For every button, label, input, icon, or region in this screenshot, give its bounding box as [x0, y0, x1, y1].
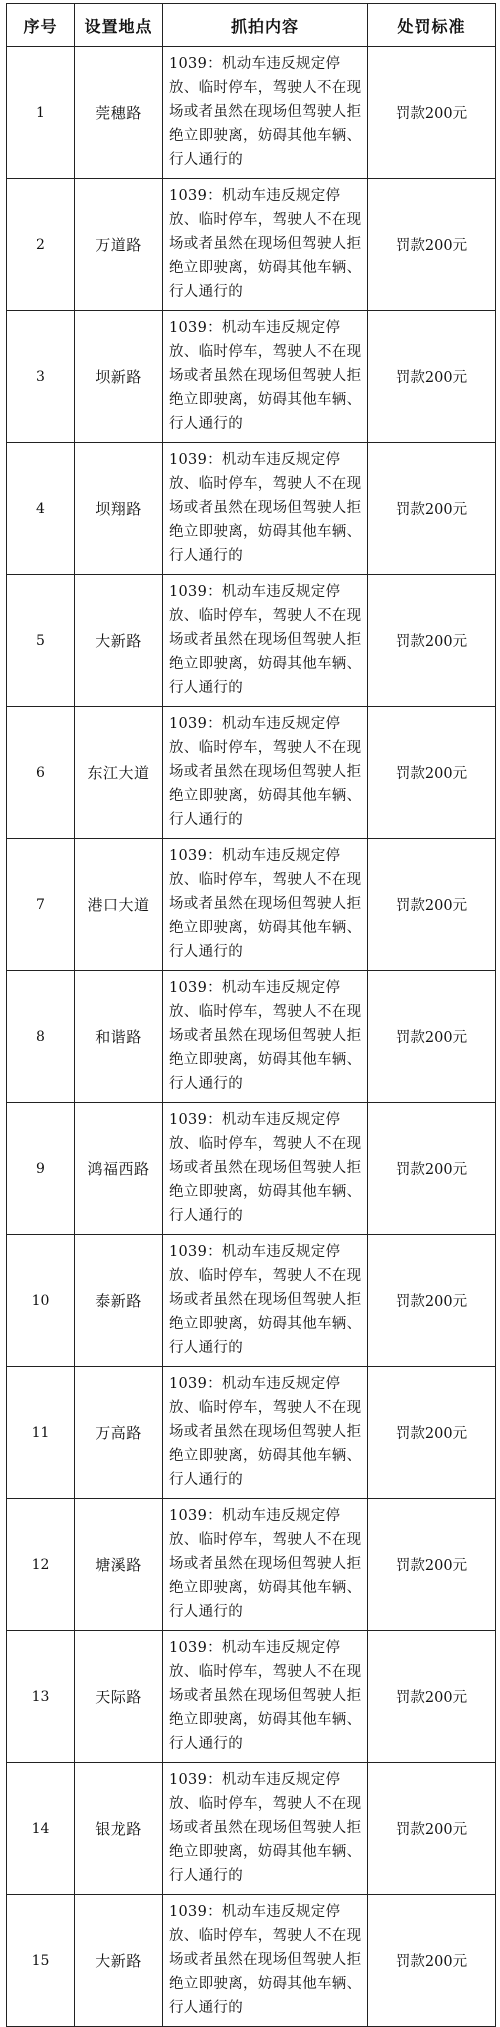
row-content: 1039：机动车违反规定停放、临时停车，驾驶人不在现场或者虽然在现场但驾驶人拒绝立即驶离，妨碍其他车辆、行人通行的 [163, 1895, 368, 2027]
row-penalty: 罚款200元 [368, 839, 496, 971]
table-header [7, 4, 496, 47]
row-content: 1039：机动车违反规定停放、临时停车，驾驶人不在现场或者虽然在现场但驾驶人拒绝立即驶离，妨碍其他车辆、行人通行的 [163, 707, 368, 839]
row-location: 坝翔路 [75, 443, 163, 575]
table-row [7, 1763, 496, 1895]
row-penalty: 罚款200元 [368, 1631, 496, 1763]
header-content: 抓拍内容 [163, 4, 368, 47]
row-number: 9 [7, 1103, 75, 1235]
row-number: 5 [7, 575, 75, 707]
row-content: 1039：机动车违反规定停放、临时停车，驾驶人不在现场或者虽然在现场但驾驶人拒绝立即驶离，妨碍其他车辆、行人通行的 [163, 1499, 368, 1631]
row-location: 万道路 [75, 179, 163, 311]
row-number: 12 [7, 1499, 75, 1631]
table-row [7, 1499, 496, 1631]
header-row [7, 4, 496, 47]
row-location: 大新路 [75, 575, 163, 707]
row-penalty: 罚款200元 [368, 179, 496, 311]
row-penalty: 罚款200元 [368, 47, 496, 179]
row-penalty: 罚款200元 [368, 1895, 496, 2027]
row-content: 1039：机动车违反规定停放、临时停车，驾驶人不在现场或者虽然在现场但驾驶人拒绝立即驶离，妨碍其他车辆、行人通行的 [163, 179, 368, 311]
row-location: 万高路 [75, 1367, 163, 1499]
row-content: 1039：机动车违反规定停放、临时停车，驾驶人不在现场或者虽然在现场但驾驶人拒绝立即驶离，妨碍其他车辆、行人通行的 [163, 1631, 368, 1763]
row-content: 1039：机动车违反规定停放、临时停车，驾驶人不在现场或者虽然在现场但驾驶人拒绝立即驶离，妨碍其他车辆、行人通行的 [163, 1235, 368, 1367]
row-penalty: 罚款200元 [368, 1763, 496, 1895]
row-location: 鸿福西路 [75, 1103, 163, 1235]
row-number: 6 [7, 707, 75, 839]
row-location: 塘溪路 [75, 1499, 163, 1631]
row-number: 8 [7, 971, 75, 1103]
row-number: 3 [7, 311, 75, 443]
row-content: 1039：机动车违反规定停放、临时停车，驾驶人不在现场或者虽然在现场但驾驶人拒绝立即驶离，妨碍其他车辆、行人通行的 [163, 1763, 368, 1895]
row-content: 1039：机动车违反规定停放、临时停车，驾驶人不在现场或者虽然在现场但驾驶人拒绝立即驶离，妨碍其他车辆、行人通行的 [163, 1367, 368, 1499]
row-content: 1039：机动车违反规定停放、临时停车，驾驶人不在现场或者虽然在现场但驾驶人拒绝立即驶离，妨碍其他车辆、行人通行的 [163, 443, 368, 575]
row-location: 大新路 [75, 1895, 163, 2027]
row-location: 坝新路 [75, 311, 163, 443]
table-row [7, 575, 496, 707]
table-row [7, 1631, 496, 1763]
row-number: 15 [7, 1895, 75, 2027]
table-row [7, 839, 496, 971]
table-row [7, 311, 496, 443]
row-content: 1039：机动车违反规定停放、临时停车，驾驶人不在现场或者虽然在现场但驾驶人拒绝立即驶离，妨碍其他车辆、行人通行的 [163, 47, 368, 179]
row-location: 泰新路 [75, 1235, 163, 1367]
table-row [7, 443, 496, 575]
row-location: 东江大道 [75, 707, 163, 839]
row-location: 莞穗路 [75, 47, 163, 179]
row-number: 10 [7, 1235, 75, 1367]
row-number: 4 [7, 443, 75, 575]
header-penalty: 处罚标准 [368, 4, 496, 47]
row-number: 13 [7, 1631, 75, 1763]
row-penalty: 罚款200元 [368, 707, 496, 839]
row-location: 银龙路 [75, 1763, 163, 1895]
table-row [7, 1895, 496, 2027]
header-location: 设置地点 [75, 4, 163, 47]
row-number: 7 [7, 839, 75, 971]
row-location: 和谐路 [75, 971, 163, 1103]
table-row [7, 971, 496, 1103]
row-penalty: 罚款200元 [368, 1367, 496, 1499]
row-penalty: 罚款200元 [368, 971, 496, 1103]
row-number: 11 [7, 1367, 75, 1499]
table-row [7, 179, 496, 311]
row-number: 14 [7, 1763, 75, 1895]
table-row [7, 47, 496, 179]
table-row [7, 1235, 496, 1367]
row-content: 1039：机动车违反规定停放、临时停车，驾驶人不在现场或者虽然在现场但驾驶人拒绝立即驶离，妨碍其他车辆、行人通行的 [163, 575, 368, 707]
row-number: 1 [7, 47, 75, 179]
row-penalty: 罚款200元 [368, 443, 496, 575]
row-penalty: 罚款200元 [368, 1103, 496, 1235]
enforcement-table [6, 3, 496, 2027]
table-body [7, 47, 496, 2027]
row-penalty: 罚款200元 [368, 1499, 496, 1631]
row-content: 1039：机动车违反规定停放、临时停车，驾驶人不在现场或者虽然在现场但驾驶人拒绝立即驶离，妨碍其他车辆、行人通行的 [163, 311, 368, 443]
row-number: 2 [7, 179, 75, 311]
row-content: 1039：机动车违反规定停放、临时停车，驾驶人不在现场或者虽然在现场但驾驶人拒绝立即驶离，妨碍其他车辆、行人通行的 [163, 971, 368, 1103]
table-row [7, 1103, 496, 1235]
row-content: 1039：机动车违反规定停放、临时停车，驾驶人不在现场或者虽然在现场但驾驶人拒绝立即驶离，妨碍其他车辆、行人通行的 [163, 839, 368, 971]
row-content: 1039：机动车违反规定停放、临时停车，驾驶人不在现场或者虽然在现场但驾驶人拒绝立即驶离，妨碍其他车辆、行人通行的 [163, 1103, 368, 1235]
row-location: 天际路 [75, 1631, 163, 1763]
table-row [7, 707, 496, 839]
table-row [7, 1367, 496, 1499]
row-penalty: 罚款200元 [368, 575, 496, 707]
header-no: 序号 [7, 4, 75, 47]
row-location: 港口大道 [75, 839, 163, 971]
row-penalty: 罚款200元 [368, 1235, 496, 1367]
row-penalty: 罚款200元 [368, 311, 496, 443]
